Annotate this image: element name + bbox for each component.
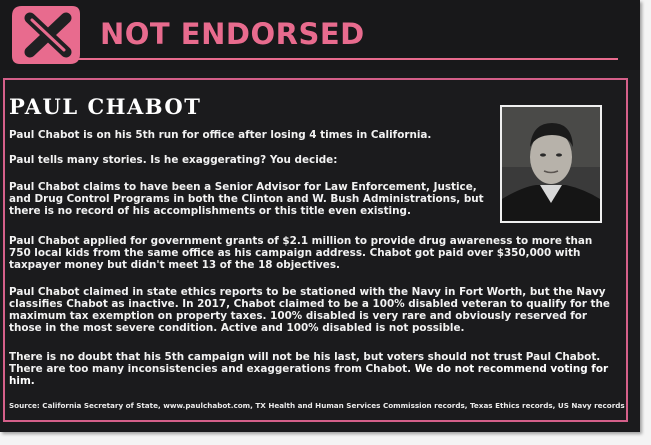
- paragraph-grants: Paul Chabot applied for government grants of $2.1 million to provide drug awareness to more than 750 local kids from the same office as his campaign address. Chabot got paid over $350,000 with taxpayer money but didn't meet 13 of the 18 objectives.: [9, 235, 593, 271]
- closing-text: There is no doubt that his 5th campaign will not be his last, but voters should not trust Paul Chabot. There are too many inconsistencies and exaggerations from Chabot.: [9, 351, 601, 375]
- header-divider: [62, 58, 618, 60]
- closing-recommendation: We do not recommend voting for him.: [9, 363, 609, 387]
- source-line: Source: California Secretary of State, www.paulchabot.com, TX Health and Human Services Commission records, Texas Ethics records, US Navy records: [9, 401, 625, 410]
- candidate-portrait: [500, 105, 602, 223]
- not-endorsed-heading: NOT ENDORSED: [100, 17, 365, 51]
- candidate-name: PAUL CHABOT: [9, 94, 202, 119]
- paragraph-stories: Paul tells many stories. Is he exaggerating? You decide:: [9, 154, 338, 166]
- paragraph-closing: [9, 351, 619, 387]
- paragraph-advisor-claim: Paul Chabot claims to have been a Senior Advisor for Law Enforcement, Justice, and Drug Control Programs in both the Clinton and W. Bush Administrations, but there is no record of his accomplishments or this title even existing.: [9, 181, 484, 217]
- paragraph-runs: Paul Chabot is on his 5th run for office after losing 4 times in California.: [9, 129, 432, 141]
- paragraph-navy: Paul Chabot claimed in state ethics reports to be stationed with the Navy in Fort Worth, but the Navy classifies Chabot as inactive. In 2017, Chabot claimed to be a 100% disabled veteran to qualify for the maximum tax exemption on property taxes. 100% disabled is very rare and obviously reserved for those in the most severe condition. Active and 100% disabled is not possible.: [9, 286, 610, 334]
